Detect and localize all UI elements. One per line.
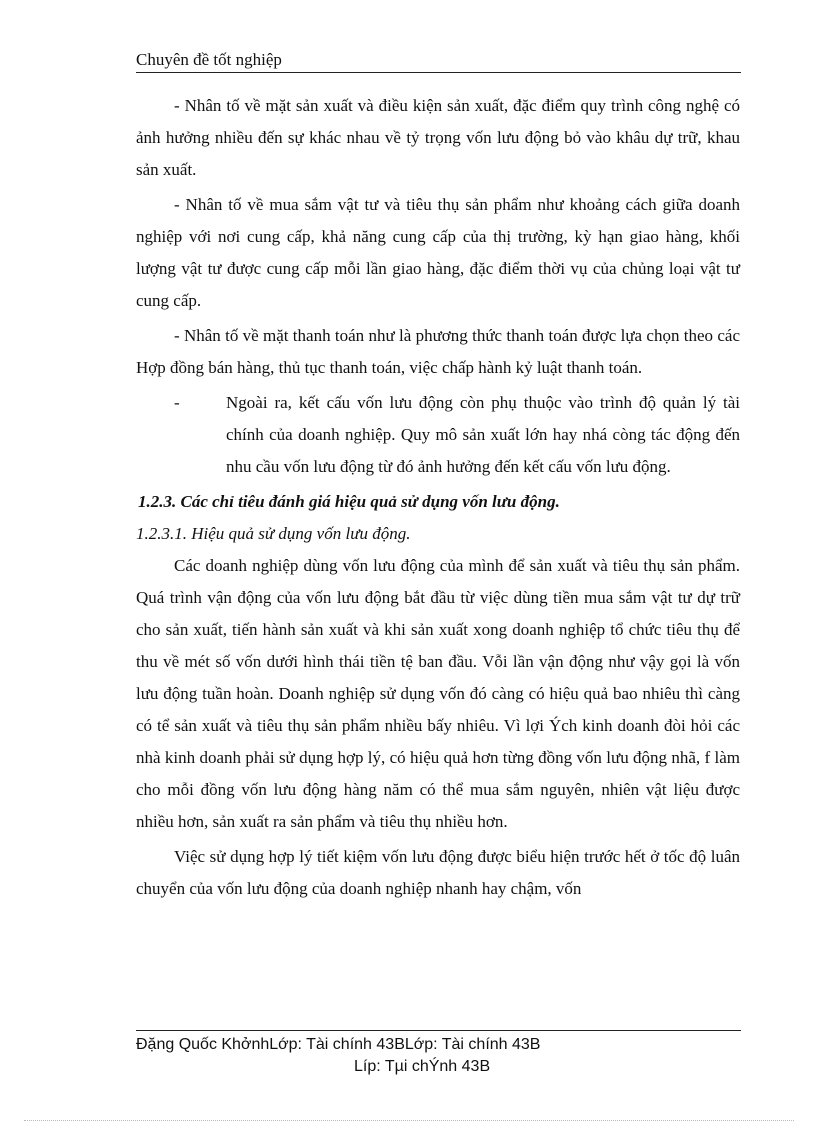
page-footer bbox=[136, 1034, 741, 1078]
subsection-heading: 1.2.3.1. Hiệu quả sử dụng vốn lưu động. bbox=[136, 524, 411, 543]
bullet-dash: - bbox=[174, 393, 180, 412]
footer-divider bbox=[136, 1030, 741, 1031]
paragraph-procurement-factor: - Nhân tố về mua sắm vật tư và tiêu thụ sản phẩm như khoảng cách giữa doanh nghiệp với nơi cung cấp, khả năng cung cấp của thị trường, kỳ hạn giao hàng, khối lượng vật tư được cung cấp mỗi lần giao hàng, đặc điểm thời vụ của chủng loại vật tư cung cấp. bbox=[136, 195, 740, 310]
paragraph-efficiency: Các doanh nghiệp dùng vốn lưu động của mình để sản xuất và tiêu thụ sản phẩm. Quá trình vận động của vốn lưu động bắt đầu từ việc dùng tiền mua sắm vật tư dự trữ cho sản xuất, tiến hành sản xuất và khi sản xuất xong doanh nghiệp tổ chức tiêu thụ để thu về mét số vốn dưới hình thái tiền tệ ban đầu. Vỗi lần vận động như vậy gọi là vốn lưu động tuần hoàn. Doanh nghiệp sử dụng vốn đó càng có hiệu quả bao nhiêu thì càng có tể sản xuất và tiêu thụ sản phẩm nhiều bấy nhiêu. Vì lợi Ých kinh doanh đòi hỏi các nhà kinh doanh phải sử dụng hợp lý, có hiệu quả hơn từng đồng vốn lưu động nhã, f làm cho mỗi đồng vốn lưu động hàng năm có thể mua sắm nguyên, nhiên vật liệu được nhiều hơn, sản xuất ra sản phẩm và tiêu thụ nhiều hơn. bbox=[136, 556, 740, 831]
page-bottom-edge bbox=[24, 1120, 794, 1121]
bullet-text: Ngoài ra, kết cấu vốn lưu động còn phụ thuộc vào trình độ quản lý tài chính của doanh nghiệp. Quy mô sản xuất lớn hay nhá còng tác động đến nhu cầu vốn lưu động từ đó ảnh hưởng đến kết cấu vốn lưu động. bbox=[226, 393, 740, 476]
paragraph-rational-use: Việc sử dụng hợp lý tiết kiệm vốn lưu động được biểu hiện trước hết ở tốc độ luân chuyển của vốn lưu động của doanh nghiệp nhanh hay chậm, vốn bbox=[136, 847, 740, 898]
footer-author-line: Đặng Quốc KhởnhLớp: Tài chính 43BLớp: Tài chính 43B bbox=[136, 1036, 541, 1053]
section-heading: 1.2.3. Các chỉ tiêu đánh giá hiệu quả sử dụng vốn lưu động. bbox=[138, 492, 560, 511]
paragraph-payment-factor: - Nhân tố về mặt thanh toán như là phương thức thanh toán được lựa chọn theo các Hợp đồng bán hàng, thủ tục thanh toán, việc chấp hành kỷ luật thanh toán. bbox=[136, 326, 740, 377]
footer-class-line: Líp: Tµi chÝnh 43B bbox=[354, 1058, 491, 1075]
document-body bbox=[136, 90, 740, 908]
header-title: Chuyên đề tốt nghiệp bbox=[136, 50, 282, 69]
paragraph-production-factor: - Nhân tố về mặt sản xuất và điều kiện sản xuất, đặc điểm quy trình công nghệ có ảnh hưởng nhiều đến sự khác nhau về tỷ trọng vốn lưu động bỏ vào khâu dự trữ, khau sản xuất. bbox=[136, 96, 740, 179]
bullet-item-management bbox=[136, 387, 740, 483]
page-header bbox=[136, 48, 741, 73]
